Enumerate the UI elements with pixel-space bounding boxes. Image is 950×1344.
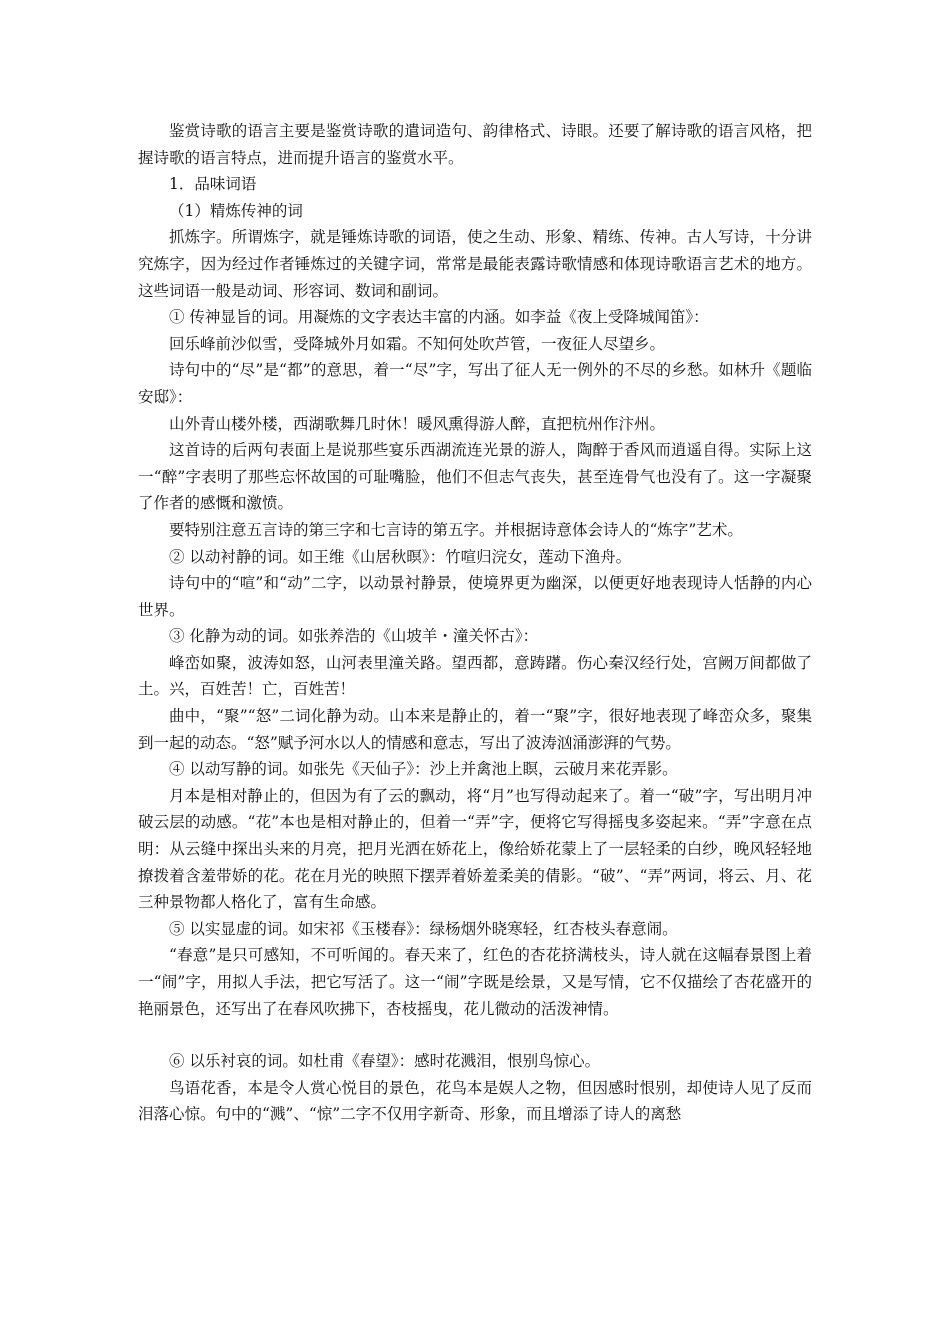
body-paragraph: 曲中，“聚”“怒”二词化静为动。山本来是静止的，着一“聚”字，很好地表现了峰峦众多，聚集到一起的动态。“怒”赋予河水以人的情感和意志，写出了波涛汹涌澎湃的气势。 [138,707,812,752]
list-item-2: ② 以动衬静的词。如王维《山居秋暝》：竹喧归浣女，莲动下渔舟。 [169,547,632,566]
body-paragraph: 诗句中的“尽”是“都”的意思，着一“尽”字，写出了征人无一例外的不尽的乡愁。如林升《题临安邸》： [138,361,812,406]
list-item-3: ③ 化静为动的词。如张养浩的《山坡羊・潼关怀古》： [169,627,539,646]
poem-quote: 峰峦如聚，波涛如怒，山河表里潼关路。望西都，意踌躇。伤心秦汉经行处，宫阙万间都做了土。兴，百姓苦！亡，百姓苦！ [138,653,812,699]
body-paragraph: 鸟语花香，本是令人赏心悦目的景色，花鸟本是娱人之物，但因感时恨别，却使诗人见了反而泪落心惊。句中的“溅”、“惊”二字不仅用字新奇、形象，而且增添了诗人的离愁 [138,1078,812,1124]
body-paragraph: 诗句中的“喧”和“动”二字，以动景衬静景，使境界更为幽深，以便更好地表现诗人恬静的内心世界。 [138,574,812,619]
body-paragraph: 抓炼字。所谓炼字，就是锤炼诗歌的词语，使之生动、形象、精练、传神。古人写诗，十分讲究炼字，因为经过作者锤炼过的关键字词，常常是最能表露诗歌情感和体现诗歌语言艺术的地方。这些词语一般是动词、形容词、数词和副词。 [138,228,812,300]
section-heading: 1．品味词语 [169,175,257,194]
intro-paragraph: 鉴赏诗歌的语言主要是鉴赏诗歌的遣词造句、韵律格式、诗眼。还要了解诗歌的语言风格，把握诗歌的语言特点，进而提升语言的鉴赏水平。 [138,122,812,167]
body-paragraph: 要特别注意五言诗的第三字和七言诗的第五字。并根据诗意体会诗人的“炼字”艺术。 [169,520,743,539]
list-item-5: ⑤ 以实显虚的词。如宋祁《玉楼春》：绿杨烟外晓寒轻，红杏枝头春意闹。 [169,919,678,938]
poem-quote: 回乐峰前沙似雪，受降城外月如霜。不知何处吹芦管，一夜征人尽望乡。 [169,334,666,353]
body-paragraph: 月本是相对静止的，但因为有了云的飘动，将“月”也写得动起来了。着一“破”字，写出明月冲破云层的动感。“花”本也是相对静止的，但着一“弄”字，便将它写得摇曳多姿起来。“弄”字意在点明：从云缝中探出头来的月亮，把月光洒在娇花上，像给娇花蒙上了一层轻柔的白纱，晚风轻轻地撩拨着含羞带娇的花。花在月光的映照下摆弄着娇羞柔美的倩影。“破”、“弄”两词，将云、月、花三种景物都人格化了，富有生命感。 [138,786,812,912]
list-item-1: ① 传神显旨的词。用凝炼的文字表达丰富的内涵。如李益《夜上受降城闻笛》： [169,308,709,327]
subsection-heading: （1）精炼传神的词 [169,201,303,220]
document-body [138,118,812,1128]
list-item-6: ⑥ 以乐衬哀的词。如杜甫《春望》：感时花溅泪，恨别鸟惊心。 [169,1052,601,1071]
body-paragraph: “春意”是只可感知，不可听闻的。春天来了，红色的杏花挤满枝头，诗人就在这幅春景图上着一“闹”字，用拟人手法，把它写活了。这一“闹”字既是绘景，又是写情，它不仅描绘了杏花盛开的艳丽景色，还写出了在春风吹拂下，杏枝摇曳，花儿微动的活泼神情。 [138,946,812,1018]
poem-quote: 山外青山楼外楼，西湖歌舞几时休！暖风熏得游人醉，直把杭州作汴州。 [169,414,666,433]
body-paragraph: 这首诗的后两句表面上是说那些宴乐西湖流连光景的游人，陶醉于香风而逍遥自得。实际上这一“醉”字表明了那些忘怀故国的可耻嘴脸，他们不但志气丧失，甚至连骨气也没有了。这一字凝聚了作者的感慨和激愤。 [138,441,812,513]
list-item-4: ④ 以动写静的词。如张先《天仙子》：沙上并禽池上瞑，云破月来花弄影。 [169,760,678,779]
